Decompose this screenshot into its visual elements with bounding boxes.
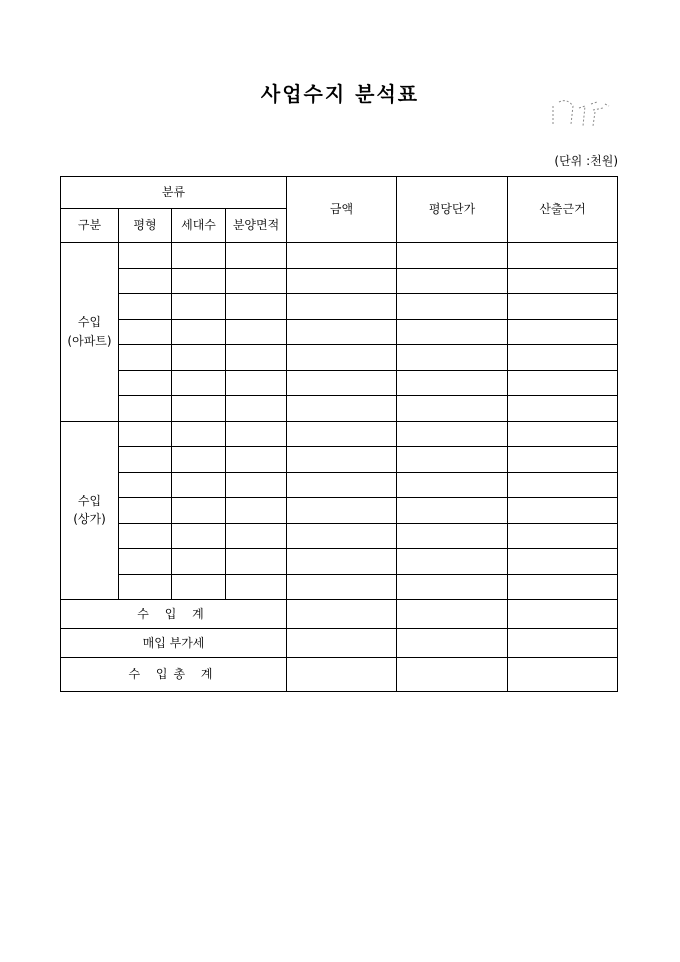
table-cell[interactable] <box>508 629 618 658</box>
households-header: 세대수 <box>172 209 226 243</box>
table-cell[interactable] <box>172 421 226 447</box>
table-cell[interactable] <box>226 370 287 396</box>
unit-price-header: 평당단가 <box>397 177 508 243</box>
table-cell[interactable] <box>397 319 508 345</box>
table-cell[interactable] <box>287 345 397 371</box>
income-total-label: 수 입 계 <box>61 600 287 629</box>
table-cell[interactable] <box>287 658 397 692</box>
table-cell[interactable] <box>119 243 172 269</box>
classification-header: 분류 <box>61 177 287 209</box>
table-cell[interactable] <box>397 421 508 447</box>
purchase-vat-label: 매입 부가세 <box>61 629 287 658</box>
table-cell[interactable] <box>172 549 226 575</box>
table-cell[interactable] <box>287 523 397 549</box>
table-cell[interactable] <box>226 549 287 575</box>
table-cell[interactable] <box>172 345 226 371</box>
table-cell[interactable] <box>119 294 172 320</box>
table-cell[interactable] <box>508 421 618 447</box>
table-cell[interactable] <box>119 574 172 600</box>
group-label-line2: (상가) <box>73 512 106 527</box>
table-cell[interactable] <box>172 447 226 473</box>
table-cell[interactable] <box>287 243 397 269</box>
table-cell[interactable] <box>508 396 618 422</box>
table-cell[interactable] <box>508 345 618 371</box>
table-cell[interactable] <box>397 549 508 575</box>
table-cell[interactable] <box>226 421 287 447</box>
table-cell[interactable] <box>119 345 172 371</box>
table-cell[interactable] <box>226 498 287 524</box>
table-cell[interactable] <box>397 523 508 549</box>
table-cell[interactable] <box>172 498 226 524</box>
amount-header: 금액 <box>287 177 397 243</box>
table-cell[interactable] <box>287 472 397 498</box>
table-cell[interactable] <box>226 447 287 473</box>
table-cell[interactable] <box>226 472 287 498</box>
table-cell[interactable] <box>119 421 172 447</box>
table-cell[interactable] <box>287 294 397 320</box>
table-cell[interactable] <box>508 447 618 473</box>
table-cell[interactable] <box>226 268 287 294</box>
table-cell[interactable] <box>397 294 508 320</box>
table-cell[interactable] <box>119 319 172 345</box>
table-cell[interactable] <box>508 549 618 575</box>
table-cell[interactable] <box>287 600 397 629</box>
table-cell[interactable] <box>397 600 508 629</box>
table-cell[interactable] <box>226 319 287 345</box>
table-cell[interactable] <box>172 319 226 345</box>
table-cell[interactable] <box>226 574 287 600</box>
table-cell[interactable] <box>508 243 618 269</box>
table-cell[interactable] <box>508 523 618 549</box>
pyeong-type-header: 평형 <box>119 209 172 243</box>
table-cell[interactable] <box>172 294 226 320</box>
table-cell[interactable] <box>508 294 618 320</box>
group-label-line2: (아파트) <box>67 333 112 348</box>
grand-total-label: 수 입총 계 <box>61 658 287 692</box>
basis-header: 산출근거 <box>508 177 618 243</box>
group-label-apartment <box>61 243 119 422</box>
table-cell[interactable] <box>287 421 397 447</box>
unit-label: (단위 :천원) <box>554 154 618 168</box>
table-cell[interactable] <box>287 447 397 473</box>
table-cell[interactable] <box>172 574 226 600</box>
table-cell[interactable] <box>172 243 226 269</box>
table-cell[interactable] <box>397 370 508 396</box>
table-cell[interactable] <box>287 574 397 600</box>
table-cell[interactable] <box>508 370 618 396</box>
table-cell[interactable] <box>508 498 618 524</box>
table-cell[interactable] <box>287 370 397 396</box>
table-cell[interactable] <box>226 294 287 320</box>
table-cell[interactable] <box>287 549 397 575</box>
table-cell[interactable] <box>397 447 508 473</box>
table-cell[interactable] <box>172 523 226 549</box>
table-cell[interactable] <box>397 629 508 658</box>
table-cell[interactable] <box>119 370 172 396</box>
table-cell[interactable] <box>226 243 287 269</box>
table-cell[interactable] <box>226 523 287 549</box>
table-cell[interactable] <box>226 396 287 422</box>
table-cell[interactable] <box>397 498 508 524</box>
page-title: 사업수지 분석표 <box>260 82 420 106</box>
table-cell[interactable] <box>508 600 618 629</box>
table-cell[interactable] <box>119 396 172 422</box>
table-cell[interactable] <box>287 268 397 294</box>
table-cell[interactable] <box>119 447 172 473</box>
table-cell[interactable] <box>287 498 397 524</box>
stamp-mark <box>545 96 615 132</box>
table-cell[interactable] <box>508 472 618 498</box>
table-cell[interactable] <box>172 268 226 294</box>
table-cell[interactable] <box>508 319 618 345</box>
table-cell[interactable] <box>287 319 397 345</box>
table-cell[interactable] <box>397 345 508 371</box>
table-cell[interactable] <box>287 396 397 422</box>
table-cell[interactable] <box>397 472 508 498</box>
group-label-retail <box>61 421 119 600</box>
table-cell[interactable] <box>397 396 508 422</box>
table-cell[interactable] <box>172 472 226 498</box>
table-cell[interactable] <box>397 658 508 692</box>
table-cell[interactable] <box>172 370 226 396</box>
table-cell[interactable] <box>119 472 172 498</box>
analysis-table <box>60 176 618 692</box>
table-cell[interactable] <box>397 268 508 294</box>
table-cell[interactable] <box>508 268 618 294</box>
group-label-line1: 수입 <box>77 493 102 508</box>
table-cell[interactable] <box>119 549 172 575</box>
table-cell[interactable] <box>119 498 172 524</box>
category-header: 구분 <box>61 209 119 243</box>
table-cell[interactable] <box>397 243 508 269</box>
table-cell[interactable] <box>119 268 172 294</box>
table-cell[interactable] <box>119 523 172 549</box>
table-cell[interactable] <box>172 396 226 422</box>
table-cell[interactable] <box>397 574 508 600</box>
table-cell[interactable] <box>287 629 397 658</box>
table-cell[interactable] <box>508 658 618 692</box>
sale-area-header: 분양면적 <box>226 209 287 243</box>
table-cell[interactable] <box>508 574 618 600</box>
table-cell[interactable] <box>226 345 287 371</box>
group-label-line1: 수입 <box>77 315 102 330</box>
